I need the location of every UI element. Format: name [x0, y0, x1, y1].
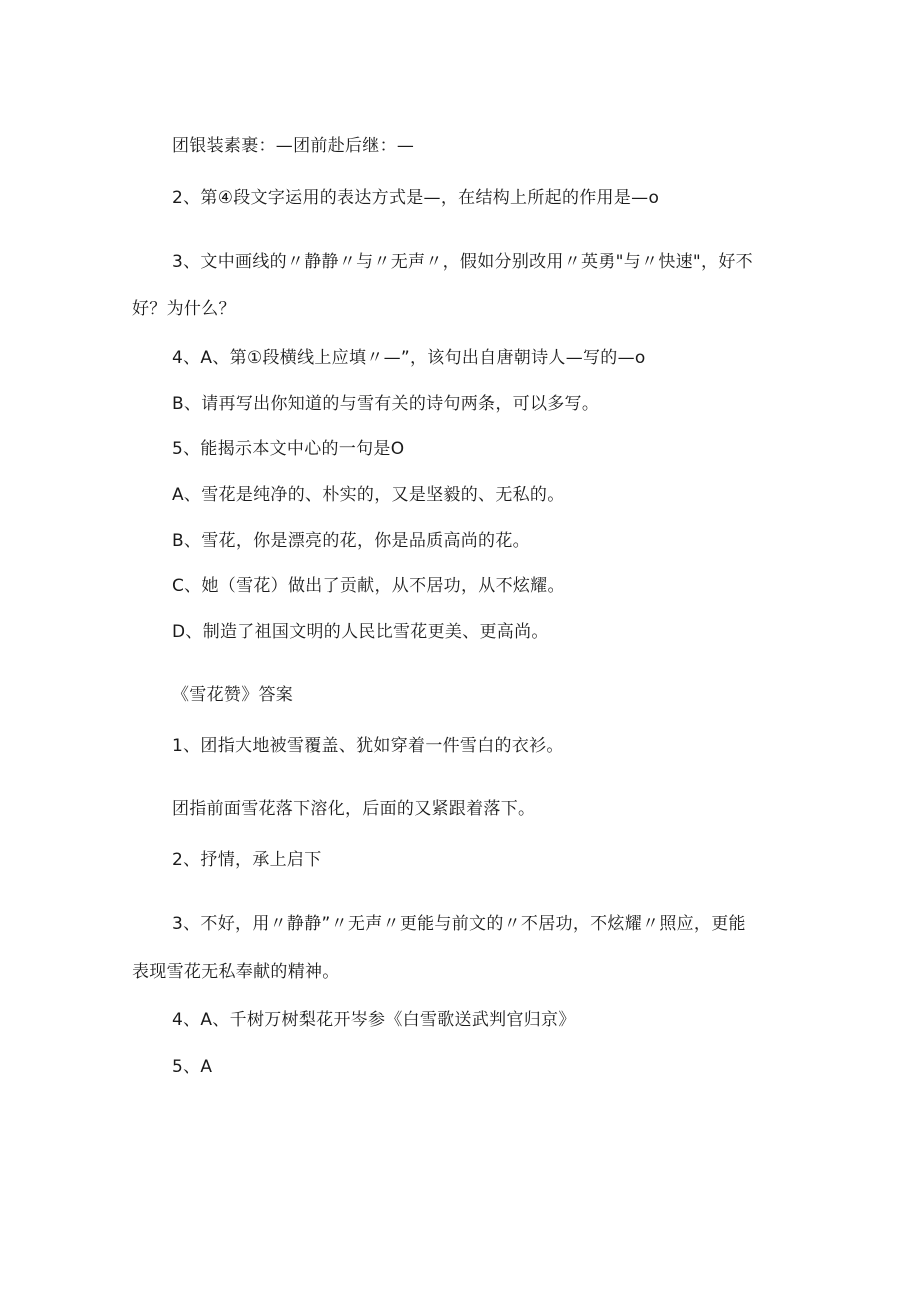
- question-5: 5、能揭示本文中心的一句是O: [172, 439, 405, 459]
- answer-3-line-2: 表现雪花无私奉献的精神。: [132, 962, 340, 982]
- answer-2: 2、抒情，承上启下: [172, 850, 322, 870]
- answer-1a: 1、团指大地被雪覆盖、犹如穿着一件雪白的衣衫。: [172, 736, 564, 756]
- answer-4: 4、A、千树万树梨花开岑参《白雪歌送武判官归京》: [172, 1010, 576, 1030]
- question-1-blanks: 团银装素裹：—团前赴后继：—: [172, 136, 415, 156]
- option-a: A、雪花是纯净的、朴实的，又是坚毅的、无私的。: [172, 485, 565, 505]
- option-b: B、雪花，你是漂亮的花，你是品质高尚的花。: [172, 531, 530, 551]
- question-2: 2、第④段文字运用的表达方式是—，在结构上所起的作用是—o: [172, 188, 660, 208]
- answer-heading: 《雪花赞》答案: [172, 685, 294, 705]
- answer-1b: 团指前面雪花落下溶化，后面的又紧跟着落下。: [172, 799, 536, 819]
- answer-3-line-1: 3、不好，用〃静静”〃无声〃更能与前文的〃不居功，不炫耀〃照应，更能: [172, 914, 746, 934]
- option-c: C、她（雪花）做出了贡献，从不居功，从不炫耀。: [172, 576, 565, 596]
- question-3-line-2: 好？为什么？: [132, 299, 236, 319]
- question-4b: B、请再写出你知道的与雪有关的诗句两条，可以多写。: [172, 394, 600, 414]
- question-3-line-1: 3、文中画线的〃静静〃与〃无声〃，假如分别改用〃英勇"与〃快速"，好不: [172, 252, 753, 272]
- answer-5: 5、A: [172, 1057, 213, 1077]
- option-d: D、制造了祖国文明的人民比雪花更美、更高尚。: [172, 622, 549, 642]
- question-4a: 4、A、第①段横线上应填〃—”，该句出自唐朝诗人—写的—o: [172, 348, 646, 368]
